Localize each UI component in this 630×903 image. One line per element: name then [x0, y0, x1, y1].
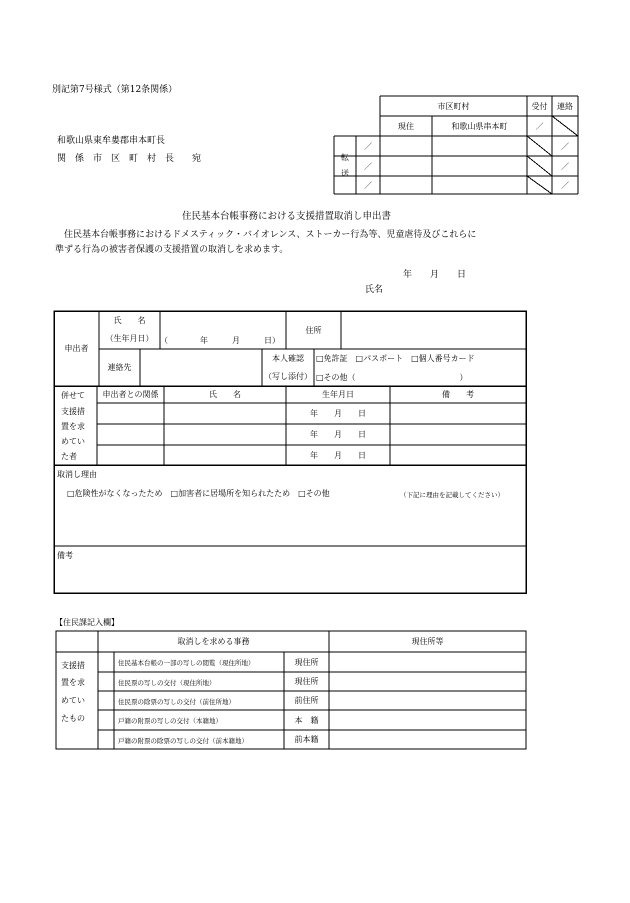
routing-current-label: 現住	[398, 121, 414, 131]
office-row-place: 本 籍	[294, 715, 319, 725]
routing-col-contact: 連絡	[557, 101, 573, 111]
companion-side-label: 併せて	[61, 391, 85, 400]
office-row-affair: 住民基本台帳の一部の写しの閲覧（現住所地）	[118, 659, 255, 667]
office-row-affair: 戸籍の附票の写しの交付（本籍地）	[118, 717, 222, 725]
intro-line2: 準ずる行為の被害者保護の支援措置の取消しを求めます。	[55, 245, 289, 255]
date-line: 年 月 日	[403, 270, 467, 280]
id-check-label1: 本人確認	[272, 354, 304, 363]
applicant-dob-format: （ 年 月 日）	[160, 336, 280, 345]
office-row-affair: 住民票の除票の写しの交付（前住所地）	[118, 698, 235, 706]
routing-slash: ／	[561, 180, 569, 190]
companion-side-label: た者	[61, 452, 77, 461]
routing-slash: ／	[364, 141, 372, 151]
companion-row-date: 年 月 日	[310, 450, 366, 460]
addressee-line2: 関 係 市 区 町 村 長 宛	[57, 154, 202, 164]
routing-slash: ／	[561, 161, 569, 171]
companion-row-date: 年 月 日	[310, 430, 366, 439]
routing-slash: ／	[364, 180, 372, 190]
addressee-line1: 和歌山県東牟婁郡串本町長	[57, 136, 166, 146]
companion-side-label: 支援措	[61, 407, 85, 416]
routing-slash: ／	[535, 121, 544, 131]
cancel-reason-note: （下記に理由を記載してください）	[400, 491, 504, 499]
office-row-place: 現住所	[294, 657, 319, 667]
routing-slash: ／	[561, 141, 569, 151]
applicant-contact-label: 連絡先	[107, 363, 132, 372]
id-options-line1: □免許証 □パスポート □個人番号カード	[316, 354, 475, 363]
office-side-label: 支援措	[61, 661, 85, 670]
cancel-reason-label: 取消し理由	[57, 470, 97, 479]
transfer-label-1: 転	[341, 152, 349, 162]
office-section-title: 【住民課記入欄】	[55, 618, 119, 627]
office-col-address: 現住所等	[411, 637, 444, 646]
name-label: 氏名	[365, 285, 384, 295]
col-name: 氏 名	[209, 390, 241, 399]
col-relation: 申出者との関係	[102, 390, 159, 399]
id-options-line2: □その他（ ）	[316, 373, 468, 382]
remarks-label: 備考	[57, 551, 73, 560]
companion-side-label: 置を求	[61, 422, 85, 431]
office-row-place: 前本籍	[294, 735, 319, 744]
applicant-section-label: 申出者	[64, 344, 89, 353]
office-row-place: 前住所	[294, 696, 319, 705]
companion-side-label: めてい	[61, 437, 85, 446]
intro-line1: 住民基本台帳事務におけるドメスティック・バイオレンス、ストーカー行為等、児童虐待及びこれらに	[55, 230, 477, 240]
office-col-affairs: 取消しを求める事務	[177, 637, 250, 646]
applicant-address-label: 住所	[305, 325, 322, 335]
applicant-name-label: 氏 名	[113, 316, 146, 325]
col-dob: 生年月日	[322, 390, 354, 399]
cancel-reason-options: □危険性がなくなったため □加害者に居場所を知られたため □その他	[67, 489, 330, 498]
office-side-label: 置を求	[61, 678, 85, 687]
transfer-label-2: 送	[341, 168, 349, 178]
companion-row-date: 年 月 日	[310, 409, 366, 418]
routing-slash: ／	[364, 161, 372, 171]
office-row-affair: 戸籍の附票の除票の写しの交付（前本籍地）	[118, 737, 248, 745]
id-check-label2: （写し添付）	[264, 372, 312, 381]
routing-col-received: 受付	[531, 101, 548, 111]
form-number: 別記第7号様式（第12条関係）	[52, 85, 178, 95]
col-remarks: 備 考	[442, 390, 474, 399]
routing-col-municipality: 市区町村	[437, 101, 470, 111]
office-side-label: めてい	[61, 696, 85, 705]
office-side-label: たもの	[61, 714, 85, 723]
office-row-place: 現住所	[294, 677, 319, 686]
routing-current-municipality: 和歌山県串本町	[451, 121, 508, 131]
office-row-affair: 住民票の写しの交付（現住所地）	[118, 679, 216, 687]
applicant-dob-label: （生年月日）	[105, 334, 154, 343]
document-title: 住民基本台帳事務における支援措置取消し申出書	[182, 211, 392, 222]
